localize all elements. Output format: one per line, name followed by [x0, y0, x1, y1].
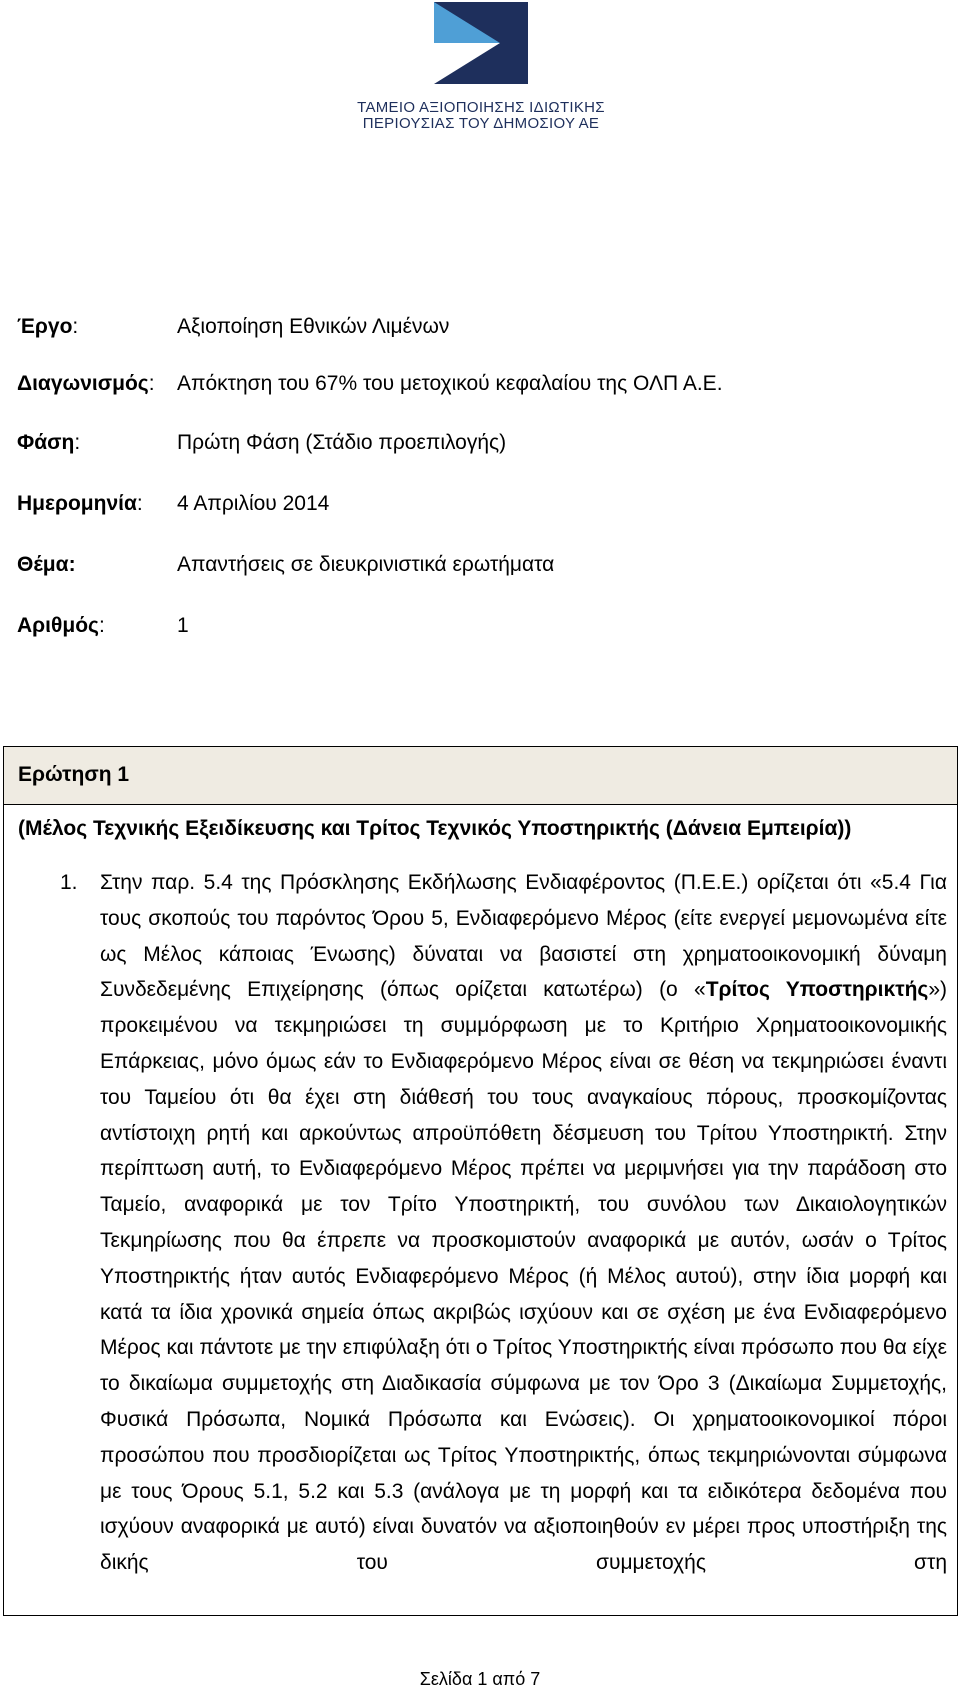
- defined-term: Τρίτος Υποστηρικτής: [705, 978, 929, 1002]
- meta-number-value: 1: [177, 614, 189, 637]
- question-line: αναγκαίους πόρους, προσκομίζοντας αντίστοιχη ρητή και αρκούντως απροϋπόθετη: [100, 1085, 948, 1145]
- question-line: Κριτήριο Χρηματοοικονομικής Επάρκειας, μόνο όμως εάν το Ενδιαφερόμενο Μέρος: [100, 1014, 947, 1073]
- meta-subject-label: Θέμα: [17, 553, 69, 576]
- list-item-number: 1.: [60, 871, 78, 894]
- organization-name-line-1: ΤΑΜΕΙΟ ΑΞΙΟΠΟΙΗΣΗΣ ΙΔΙΩΤΙΚΗΣ: [357, 99, 605, 116]
- question-line: χρηματοοικονομική δύναμη Συνδεδεμένης Επιχείρησης (όπως ορίζεται κατωτέρω): [100, 942, 947, 1002]
- question-line: Ενδιαφερόμενο Μέρος (ή Μέλος αυτού), στην ίδια μορφή και κατά τα ίδια χρονικά: [100, 1264, 947, 1324]
- meta-project-value: Αξιοποίηση Εθνικών Λιμένων: [177, 315, 450, 338]
- organization-name: [320, 100, 642, 132]
- meta-subject-value: Απαντήσεις σε διευκρινιστικά ερωτήματα: [177, 553, 555, 576]
- question-line: Για τους σκοπούς του παρόντος Όρου 5, Ενδιαφερόμενο Μέρος (είτε ενεργεί: [100, 871, 947, 930]
- question-line: μορφή και τα ειδικότερα δεδομένα που ισχύουν αναφορικά με αυτό) είναι δυνατόν: [100, 1479, 947, 1539]
- meta-date-label: Ημερομηνία: [17, 492, 137, 515]
- question-line-prefix: (ο «: [659, 978, 706, 1002]
- question-line: προκειμένου να τεκμηριώσει τη συμμόρφωση με το: [100, 1014, 643, 1038]
- meta-date-value: 4 Απριλίου 2014: [177, 492, 330, 515]
- question-line: Τρίτο Υποστηρικτή, του συνόλου των Δικαιολογητικών Τεκμηρίωσης που θα έπρεπε: [100, 1193, 947, 1252]
- question-line: πάντοτε με την επιφύλαξη ότι ο Τρίτος Υποστηρικτής είναι πρόσωπο που θα είχε το: [100, 1336, 947, 1396]
- meta-phase-value: Πρώτη Φάση (Στάδιο προεπιλογής): [177, 431, 507, 454]
- question-line: δέσμευση του Τρίτου Υποστηρικτή. Στην περίπτωση αυτή, το Ενδιαφερόμενο: [100, 1121, 948, 1181]
- question-line: Συμμετοχής, Φυσικά Πρόσωπα, Νομικά Πρόσωπα και Ενώσεις). Οι: [100, 1372, 947, 1431]
- meta-phase-label: Φάση: [17, 431, 75, 454]
- tayped-logo-icon: [434, 2, 528, 84]
- question-line: είναι σε θέση να τεκμηριώσει έναντι του Ταμείου ότι θα έχει στη διάθεσή του τους: [100, 1049, 947, 1109]
- question-line: μεμονωμένα είτε ως Μέλος κάποιας Ένωσης) δύναται να βασιστεί στη: [100, 906, 947, 966]
- question-line-suffix: »): [928, 978, 948, 1002]
- page-number: Σελίδα 1 από 7: [419, 1669, 541, 1689]
- question-subtitle: (Μέλος Τεχνικής Εξειδίκευσης και Τρίτος Τεχνικός Υποστηρικτής (Δάνεια Εμπειρία)): [18, 817, 852, 840]
- meta-number-label: Αριθμός: [17, 614, 99, 637]
- meta-tender-label: Διαγωνισμός: [17, 372, 149, 395]
- question-line: Μέρος πρέπει να μεριμνήσει για την παράδοση στο Ταμείο, αναφορικά με τον: [100, 1157, 947, 1217]
- question-line: σημεία όπως ακριβώς ισχύουν και σε σχέση με ένα Ενδιαφερόμενο Μέρος και: [100, 1300, 947, 1360]
- organization-name-line-2: ΠΕΡΙΟΥΣΙΑΣ ΤΟΥ ΔΗΜΟΣΙΟΥ ΑΕ: [362, 115, 600, 132]
- question-line: Στην παρ. 5.4 της Πρόσκλησης Εκδήλωσης Ενδιαφέροντος (Π.Ε.Ε.) ορίζεται ότι «5.4: [100, 871, 911, 894]
- question-line: δικαίωμα συμμετοχής στη Διαδικασία σύμφωνα με τον Όρο 3 (Δικαίωμα: [128, 1372, 823, 1396]
- question-line: να αξιοποιηθούν εν μέρει προς υποστήριξη της δικής του συμμετοχής στη: [100, 1515, 947, 1575]
- question-header: [4, 747, 957, 805]
- question-text: [100, 865, 947, 1581]
- meta-project-label: Έργο: [17, 315, 73, 338]
- question-box: [3, 746, 958, 1616]
- question-line: όπως τεκμηριώνονται σύμφωνα με τους Όρους 5.1, 5.2 και 5.3 (ανάλογα με τη: [100, 1443, 947, 1503]
- question-title: Ερώτηση 1: [18, 763, 130, 786]
- question-line: να προσκομιστούν αναφορικά με αυτόν, ωσάν ο Τρίτος Υποστηρικτής ήταν αυτός: [100, 1228, 948, 1288]
- meta-tender-value: Απόκτηση του 67% του μετοχικού κεφαλαίου της ΟΛΠ Α.Ε.: [177, 372, 723, 395]
- question-line: χρηματοοικονομικοί πόροι προσώπου που προσδιορίζεται ως Τρίτος Υποστηρικτής,: [100, 1407, 947, 1467]
